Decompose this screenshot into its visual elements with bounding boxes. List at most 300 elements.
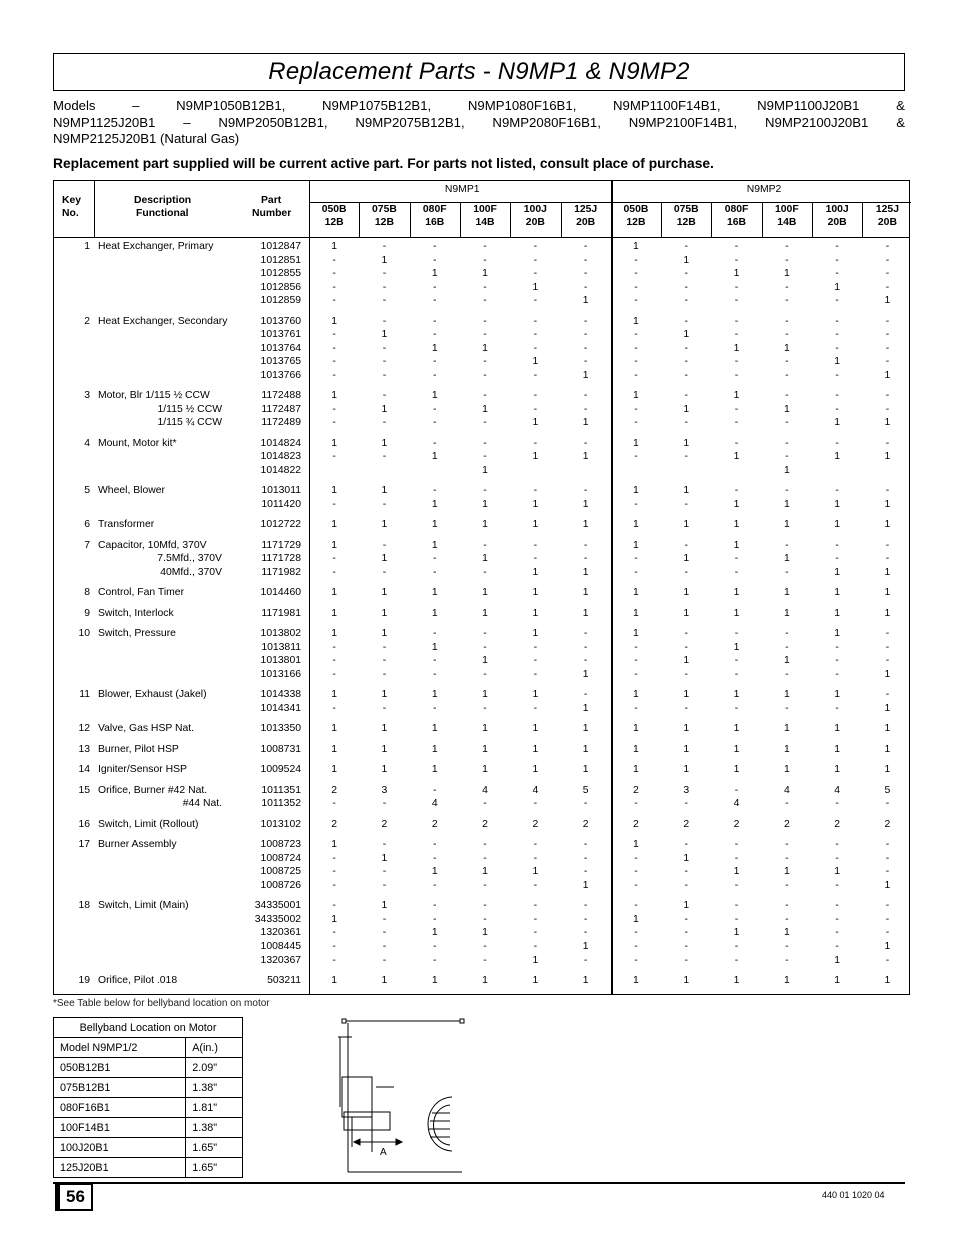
qty-cell: - — [332, 879, 336, 891]
qty-cell: 2 — [733, 818, 740, 830]
qty-cell: - — [382, 498, 387, 510]
qty-cell: - — [332, 356, 336, 368]
qty-cell: - — [885, 866, 890, 878]
qty-cell: 1 — [381, 689, 388, 701]
bellyband-col-a: A(in.) — [186, 1038, 243, 1058]
page-title: Replacement Parts - N9MP1 & N9MP2 — [268, 58, 690, 85]
qty-cell: - — [332, 852, 336, 864]
row-part-number: 1012847 — [260, 241, 301, 252]
qty-cell: - — [684, 342, 688, 354]
qty-cell: - — [734, 566, 739, 578]
qty-cell: 1 — [532, 356, 539, 368]
qty-cell: - — [634, 702, 638, 714]
qty-cell: - — [583, 641, 588, 653]
qty-cell: - — [734, 356, 739, 368]
row-part-number: 1008725 — [260, 866, 301, 878]
qty-cell: - — [835, 668, 839, 680]
model-column-header: 050B — [623, 204, 649, 215]
qty-cell: - — [785, 641, 789, 653]
qty-cell: - — [634, 879, 638, 891]
row-part-number: 1011352 — [261, 798, 301, 810]
bellyband-model: 125J20B1 — [54, 1158, 186, 1178]
qty-cell: - — [332, 281, 336, 293]
qty-cell: 1 — [633, 607, 639, 619]
qty-cell: - — [885, 798, 890, 810]
qty-cell: 1 — [834, 628, 841, 640]
qty-cell: - — [583, 866, 588, 878]
qty-cell: 1 — [381, 329, 388, 341]
qty-cell: - — [583, 356, 588, 368]
qty-cell: - — [885, 437, 890, 449]
model-code: N9MP2080F16B1, — [492, 114, 601, 130]
qty-cell: 1 — [884, 607, 891, 619]
qty-cell: 1 — [633, 437, 639, 449]
model-column-header: 12B — [676, 217, 696, 228]
model-column-header: 14B — [475, 217, 495, 228]
qty-cell: 1 — [783, 655, 790, 667]
qty-cell: 1 — [482, 655, 488, 667]
model-column-header: 12B — [626, 217, 646, 228]
qty-cell: - — [483, 900, 487, 912]
col-divider — [94, 181, 95, 237]
qty-cell: - — [835, 295, 839, 307]
qty-cell: - — [433, 553, 437, 565]
model-code: N9MP1050B12B1, — [176, 98, 286, 113]
models-label: Models — [53, 98, 96, 113]
row-part-number: 1171982 — [261, 566, 301, 578]
qty-cell: - — [332, 329, 336, 341]
row-description: Blower, Exhaust (Jakel) — [98, 689, 207, 701]
qty-cell: - — [382, 927, 387, 939]
qty-cell: 4 — [834, 784, 841, 796]
qty-cell: - — [684, 356, 688, 368]
qty-cell: - — [785, 913, 789, 925]
qty-cell: - — [583, 342, 588, 354]
group-header: N9MP2 — [746, 184, 782, 195]
qty-cell: 1 — [733, 927, 740, 939]
qty-cell: - — [382, 539, 387, 551]
qty-cell: 1 — [733, 451, 740, 463]
model-column-header: 14B — [777, 217, 797, 228]
qty-cell: 1 — [834, 519, 841, 531]
row-part-number: 1011351 — [261, 784, 301, 796]
model-column-header: 100F — [473, 204, 497, 215]
qty-cell: - — [684, 798, 688, 810]
qty-cell: 1 — [482, 764, 488, 776]
qty-cell: 1 — [683, 743, 690, 755]
qty-cell: 1 — [633, 689, 639, 701]
qty-cell: - — [835, 852, 839, 864]
group-header-rule — [309, 202, 911, 203]
qty-cell: 1 — [783, 464, 790, 476]
qty-cell: 1 — [582, 879, 589, 891]
qty-cell: 1 — [683, 254, 690, 266]
qty-cell: - — [785, 628, 789, 640]
qty-cell: - — [634, 940, 638, 952]
qty-cell: - — [483, 839, 487, 851]
qty-cell: 1 — [381, 974, 388, 986]
qty-cell: - — [885, 241, 890, 252]
qty-cell: 1 — [783, 723, 790, 735]
qty-cell: - — [684, 866, 688, 878]
qty-cell: - — [332, 566, 336, 578]
qty-cell: 1 — [331, 485, 338, 497]
qty-cell: - — [785, 566, 789, 578]
qty-cell: 1 — [532, 566, 539, 578]
qty-cell: 1 — [884, 519, 891, 531]
model-column-header: 050B — [321, 204, 347, 215]
qty-cell: - — [785, 254, 789, 266]
bellyband-row — [54, 1158, 243, 1178]
model-code: N9MP1075B12B1, — [321, 98, 432, 113]
qty-cell: 1 — [733, 268, 740, 280]
qty-cell: - — [483, 798, 487, 810]
qty-cell: - — [433, 369, 437, 381]
qty-cell: - — [885, 839, 890, 851]
qty-cell: - — [835, 655, 839, 667]
qty-cell: - — [382, 702, 387, 714]
supplied-note: Replacement part supplied will be current active part. For parts not listed, consult place of purchase. — [53, 156, 714, 171]
qty-cell: 2 — [532, 818, 539, 830]
qty-cell: 1 — [683, 329, 690, 341]
model-column-header: 20B — [827, 217, 847, 228]
qty-cell: - — [332, 866, 336, 878]
qty-cell: - — [583, 241, 588, 252]
row-part-number: 1012851 — [260, 254, 301, 266]
qty-cell: - — [433, 417, 437, 429]
qty-cell: - — [835, 879, 839, 891]
qty-cell: - — [734, 403, 739, 415]
qty-cell: 1 — [582, 417, 589, 429]
row-part-number: 1013760 — [260, 315, 301, 327]
qty-cell: - — [583, 403, 588, 415]
qty-cell: 1 — [633, 628, 639, 640]
qty-cell: 1 — [431, 974, 438, 986]
qty-cell: 1 — [884, 702, 891, 714]
qty-cell: - — [734, 879, 739, 891]
qty-cell: - — [483, 329, 487, 341]
row-description: Switch, Pressure — [98, 628, 176, 640]
qty-cell: 2 — [834, 818, 841, 830]
row-key: 18 — [78, 900, 90, 912]
qty-cell: 4 — [733, 798, 740, 810]
qty-cell: - — [634, 668, 638, 680]
qty-cell: - — [583, 281, 588, 293]
qty-cell: 1 — [331, 315, 338, 327]
qty-cell: - — [433, 852, 437, 864]
qty-cell: 2 — [381, 818, 388, 830]
qty-cell: - — [533, 539, 538, 551]
qty-cell: 5 — [884, 784, 891, 796]
group-header: N9MP1 — [444, 184, 480, 195]
qty-cell: - — [433, 940, 437, 952]
qty-cell: - — [785, 356, 789, 368]
qty-cell: 1 — [482, 342, 488, 354]
qty-cell: 4 — [532, 784, 539, 796]
bellyband-value: 1.38" — [186, 1118, 243, 1138]
qty-cell: 1 — [431, 539, 438, 551]
qty-cell: 1 — [431, 764, 438, 776]
qty-cell: - — [634, 342, 638, 354]
qty-cell: - — [785, 954, 789, 966]
row-key: 6 — [84, 519, 90, 531]
qty-cell: - — [734, 315, 739, 327]
qty-cell: 1 — [783, 553, 790, 565]
qty-cell: - — [483, 369, 487, 381]
qty-cell: - — [634, 641, 638, 653]
qty-cell: 1 — [381, 403, 388, 415]
qty-cell: - — [634, 852, 638, 864]
qty-cell: 1 — [884, 369, 891, 381]
qty-cell: 1 — [532, 519, 539, 531]
row-description: Motor, Blr 1/115 ½ CCW — [98, 390, 210, 402]
qty-cell: - — [885, 628, 890, 640]
qty-cell: 1 — [482, 866, 488, 878]
qty-cell: 1 — [431, 390, 438, 402]
qty-cell: - — [533, 668, 538, 680]
qty-cell: 1 — [381, 628, 388, 640]
qty-cell: - — [684, 839, 688, 851]
qty-cell: - — [885, 329, 890, 341]
qty-cell: 1 — [482, 587, 488, 599]
row-description: Mount, Motor kit* — [98, 437, 177, 449]
qty-cell: - — [885, 390, 890, 402]
qty-cell: 1 — [884, 723, 891, 735]
qty-cell: - — [634, 954, 638, 966]
row-part-number: 1013765 — [260, 356, 301, 368]
qty-cell: 1 — [582, 764, 589, 776]
qty-cell: 1 — [633, 241, 639, 252]
qty-cell: 1 — [683, 485, 690, 497]
qty-cell: - — [684, 539, 688, 551]
qty-cell: 2 — [582, 818, 589, 830]
qty-cell: 1 — [884, 587, 891, 599]
models-list — [53, 98, 905, 148]
qty-cell: - — [382, 241, 387, 252]
qty-cell: - — [885, 900, 890, 912]
qty-cell: - — [583, 913, 588, 925]
qty-cell: - — [533, 342, 538, 354]
qty-cell: 1 — [331, 913, 338, 925]
qty-cell: 1 — [431, 268, 438, 280]
qty-cell: 1 — [331, 587, 338, 599]
qty-cell: - — [734, 655, 739, 667]
qty-cell: - — [835, 485, 839, 497]
qty-cell: 2 — [482, 818, 488, 830]
qty-cell: - — [835, 940, 839, 952]
qty-cell: - — [332, 798, 336, 810]
qty-cell: - — [533, 839, 538, 851]
qty-cell: - — [332, 553, 336, 565]
qty-cell: - — [433, 702, 437, 714]
qty-cell: 1 — [683, 900, 690, 912]
bellyband-value: 1.38" — [186, 1078, 243, 1098]
qty-cell: - — [634, 329, 638, 341]
qty-cell: - — [885, 268, 890, 280]
row-part-number: 1009524 — [260, 764, 301, 776]
qty-cell: - — [684, 369, 688, 381]
qty-cell: - — [433, 485, 437, 497]
bellyband-model: 075B12B1 — [54, 1078, 186, 1098]
model-code: N9MP2050B12B1, — [218, 114, 328, 130]
qty-cell: - — [382, 390, 387, 402]
row-part-number: 1008724 — [260, 852, 301, 864]
qty-cell: - — [483, 702, 487, 714]
qty-cell: - — [382, 913, 387, 925]
qty-cell: 1 — [783, 974, 790, 986]
row-key: 4 — [84, 437, 90, 449]
qty-cell: 1 — [331, 628, 338, 640]
qty-cell: - — [835, 390, 839, 402]
model-column-header: 12B — [374, 217, 394, 228]
qty-cell: - — [332, 268, 336, 280]
qty-cell: - — [583, 553, 588, 565]
qty-cell: - — [785, 940, 789, 952]
row-description: 40Mfd., 370V — [160, 566, 222, 578]
qty-cell: 1 — [834, 764, 841, 776]
qty-cell: - — [684, 940, 688, 952]
qty-cell: 2 — [431, 818, 438, 830]
qty-cell: - — [483, 879, 487, 891]
qty-cell: - — [433, 954, 437, 966]
qty-cell: - — [533, 390, 538, 402]
qty-cell: - — [332, 369, 336, 381]
qty-cell: 1 — [582, 295, 589, 307]
qty-cell: - — [734, 852, 739, 864]
qty-cell: - — [382, 268, 387, 280]
qty-cell: 1 — [381, 607, 388, 619]
qty-cell: 1 — [381, 743, 388, 755]
qty-cell: - — [332, 940, 336, 952]
qty-cell: - — [483, 281, 487, 293]
qty-cell: - — [684, 268, 688, 280]
qty-cell: - — [835, 641, 839, 653]
row-part-number: 1012859 — [260, 295, 301, 307]
qty-cell: - — [684, 913, 688, 925]
qty-cell: - — [785, 539, 789, 551]
qty-cell: - — [433, 356, 437, 368]
qty-cell: - — [533, 641, 538, 653]
qty-cell: 1 — [884, 974, 891, 986]
qty-cell: 1 — [884, 764, 891, 776]
model-code: – — [183, 114, 191, 130]
qty-cell: - — [483, 954, 487, 966]
qty-cell: 1 — [482, 974, 488, 986]
qty-cell: - — [382, 641, 387, 653]
qty-cell: - — [382, 295, 387, 307]
qty-cell: - — [835, 329, 839, 341]
qty-cell: - — [533, 437, 538, 449]
qty-cell: - — [583, 798, 588, 810]
row-description: 7.5Mfd., 370V — [157, 553, 222, 565]
qty-cell: - — [785, 329, 789, 341]
bellyband-row — [54, 1138, 243, 1158]
row-part-number: 1013802 — [260, 628, 301, 640]
row-key: 15 — [78, 784, 90, 796]
row-description: #44 Nat. — [182, 798, 222, 810]
parts-table — [53, 180, 910, 995]
qty-cell: - — [634, 369, 638, 381]
qty-cell: 1 — [884, 498, 891, 510]
qty-cell: 1 — [381, 723, 388, 735]
qty-cell: 1 — [582, 369, 589, 381]
qty-cell: - — [332, 655, 336, 667]
qty-cell: - — [684, 498, 688, 510]
qty-cell: - — [785, 241, 789, 252]
row-part-number: 1014822 — [260, 464, 301, 476]
qty-cell: 1 — [532, 974, 539, 986]
qty-cell: - — [483, 539, 487, 551]
models-line-2 — [53, 115, 905, 132]
row-part-number: 1014341 — [260, 702, 301, 714]
row-description: Transformer — [98, 519, 155, 531]
model-column-header: 125J — [574, 204, 598, 215]
qty-cell: - — [885, 913, 890, 925]
qty-cell: 1 — [431, 451, 438, 463]
qty-cell: - — [483, 315, 487, 327]
qty-cell: - — [734, 839, 739, 851]
qty-cell: 1 — [381, 254, 388, 266]
qty-cell: 1 — [582, 974, 589, 986]
qty-cell: 2 — [783, 818, 790, 830]
qty-cell: - — [433, 913, 437, 925]
qty-cell: 1 — [733, 764, 740, 776]
qty-cell: 1 — [884, 566, 891, 578]
qty-cell: - — [634, 268, 638, 280]
qty-cell: - — [835, 553, 839, 565]
row-description: Burner, Pilot HSP — [98, 743, 179, 755]
header-key: Key — [62, 195, 82, 206]
qty-cell: - — [583, 954, 588, 966]
qty-cell: 1 — [532, 498, 539, 510]
qty-cell: 1 — [834, 566, 841, 578]
qty-cell: - — [785, 281, 789, 293]
qty-cell: 1 — [834, 974, 841, 986]
qty-cell: - — [382, 668, 387, 680]
qty-cell: 1 — [783, 866, 790, 878]
row-part-number: 1013766 — [260, 369, 301, 381]
qty-cell: - — [684, 241, 688, 252]
qty-cell: 1 — [482, 689, 488, 701]
row-description: Switch, Limit (Rollout) — [98, 818, 199, 830]
qty-cell: 1 — [431, 743, 438, 755]
qty-cell: 1 — [532, 764, 539, 776]
row-description: Capacitor, 10Mfd, 370V — [98, 539, 207, 551]
qty-cell: - — [885, 553, 890, 565]
model-column-header: 16B — [727, 217, 747, 228]
row-part-number: 1172489 — [261, 417, 301, 429]
qty-cell: - — [332, 702, 336, 714]
qty-cell: 1 — [482, 403, 488, 415]
qty-cell: - — [734, 954, 739, 966]
qty-cell: - — [684, 927, 688, 939]
bellyband-model: 100F14B1 — [54, 1118, 186, 1138]
qty-cell: - — [885, 403, 890, 415]
row-part-number: 1014338 — [260, 689, 301, 701]
qty-cell: 1 — [633, 974, 639, 986]
qty-cell: 1 — [331, 689, 338, 701]
qty-cell: 1 — [582, 668, 589, 680]
qty-cell: - — [734, 702, 739, 714]
qty-cell: 1 — [733, 607, 740, 619]
qty-cell: - — [885, 342, 890, 354]
qty-cell: - — [885, 539, 890, 551]
qty-cell: - — [785, 390, 789, 402]
qty-cell: - — [533, 403, 538, 415]
qty-cell: - — [433, 839, 437, 851]
qty-cell: 1 — [431, 607, 438, 619]
qty-cell: - — [382, 342, 387, 354]
